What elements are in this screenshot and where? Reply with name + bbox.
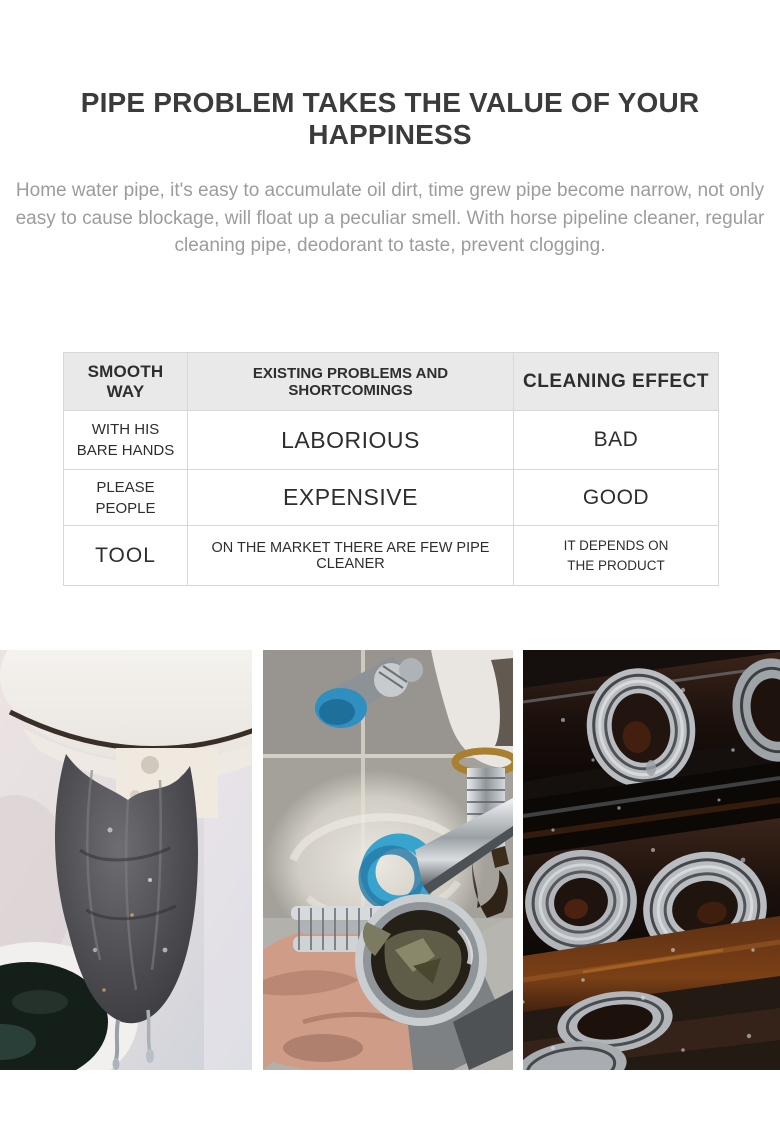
cell-text: IT DEPENDS ON THE PRODUCT	[563, 537, 669, 573]
table-row	[64, 411, 719, 470]
cell-way-please-people: PLEASE PEOPLE	[64, 470, 188, 526]
photo-dirty-pipe-fitting	[263, 650, 513, 1070]
table-row	[64, 470, 719, 526]
comparison-table	[63, 352, 719, 586]
rusty-pipes-illustration	[523, 650, 780, 1070]
clogged-drain-illustration	[0, 650, 252, 1070]
page-description: Home water pipe, it's easy to accumulate oil dirt, time grew pipe become narrow, not only easy to cause blockage, will float up a peculiar smell. With horse pipeline cleaner, regular cleaning pipe, deodorant to taste, prevent clogging.	[15, 180, 765, 256]
photo-strip	[0, 650, 780, 1070]
table-row	[64, 526, 719, 586]
header-existing-problems: EXISTING PROBLEMS AND SHORTCOMINGS	[188, 353, 514, 411]
cell-effect-bad: BAD	[514, 411, 719, 470]
header-cleaning-effect: CLEANING EFFECT	[514, 353, 719, 411]
table-header-row	[64, 353, 719, 411]
cell-problem-laborious: LABORIOUS	[188, 411, 514, 470]
photo-rusty-threaded-pipes	[523, 650, 780, 1070]
dirty-fitting-illustration	[263, 650, 513, 1070]
cell-way-bare-hands	[64, 411, 188, 470]
cell-problem-few-cleaners: ON THE MARKET THERE ARE FEW PIPE CLEANER	[188, 526, 514, 586]
cell-effect-good: GOOD	[514, 470, 719, 526]
cell-way-tool: TOOL	[64, 526, 188, 586]
page-title: PIPE PROBLEM TAKES THE VALUE OF YOUR HAPPINESS	[80, 86, 700, 150]
photo-clogged-drain-stopper	[0, 650, 252, 1070]
cell-problem-expensive: EXPENSIVE	[188, 470, 514, 526]
header-smooth-way: SMOOTH WAY	[64, 353, 188, 411]
cell-effect-depends	[514, 526, 719, 586]
cell-text: WITH HIS BARE HANDS	[76, 421, 175, 459]
